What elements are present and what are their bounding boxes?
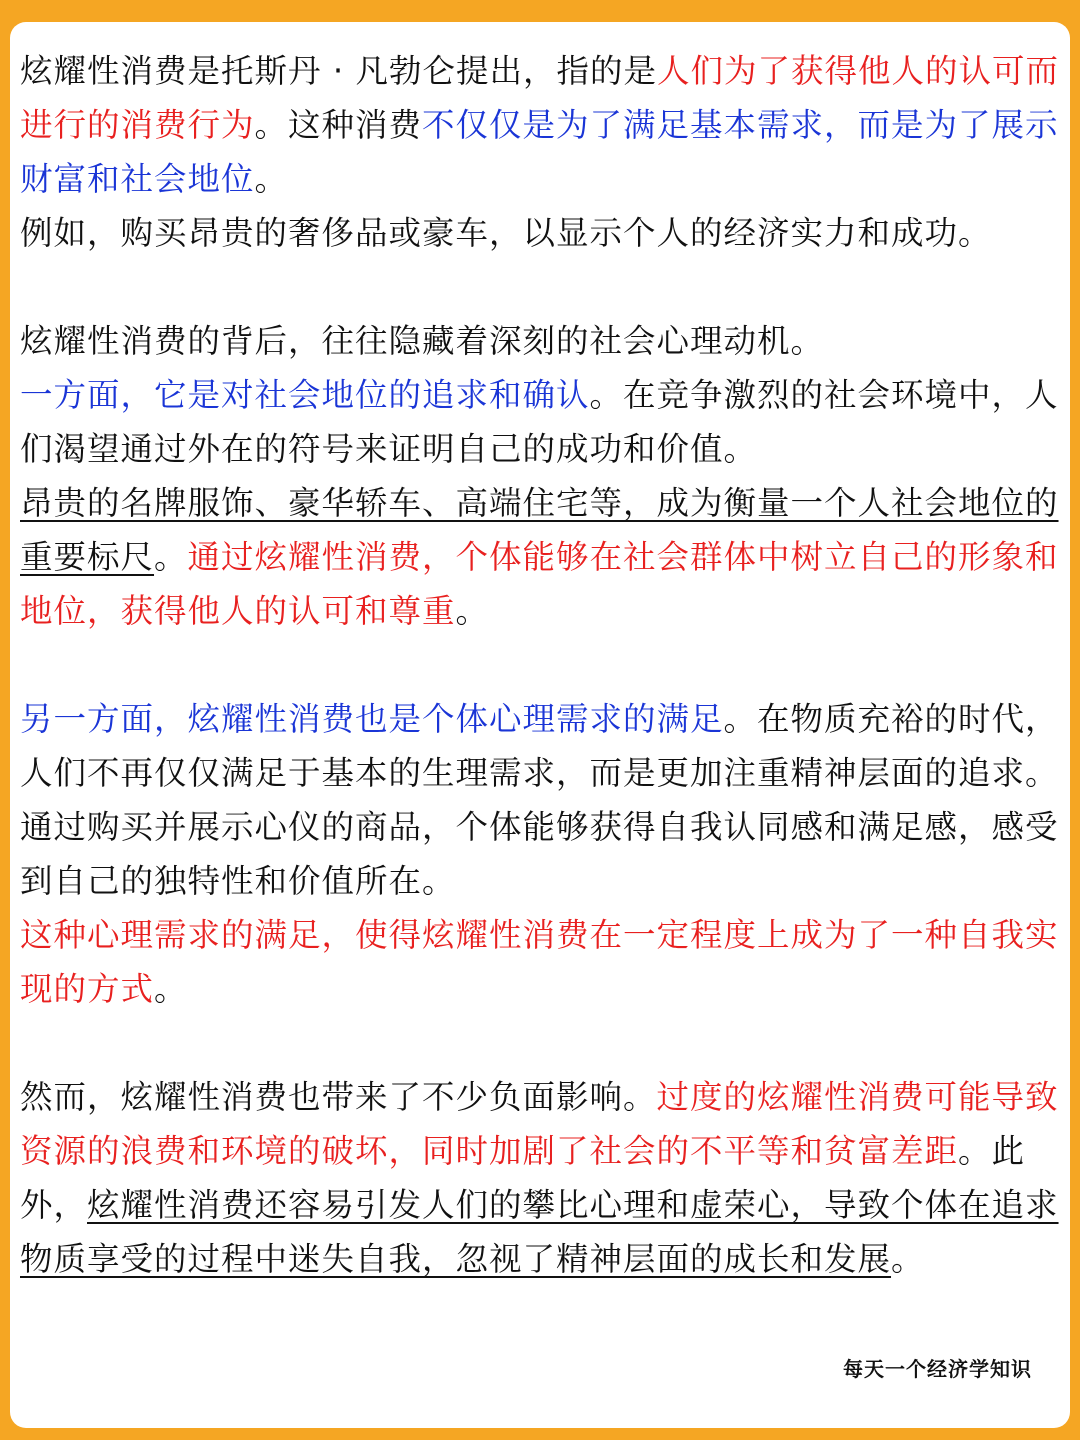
text-segment: 。在物质充裕的时代，人们不再仅仅满足于基本的生理需求，而是更加注重精神层面的追求。通过购买并展示心仪的商品，个体能够获得自我认同感和满足感，感受到自己的独特性和价值所在。 <box>20 700 1059 900</box>
article-body <box>20 44 1070 1286</box>
text-segment: 。此外， <box>20 1132 1026 1224</box>
paragraph-self-realization <box>20 908 1070 1016</box>
paragraph-status-symbols <box>20 476 1070 638</box>
highlight-blue: 一方面，它是对社会地位的追求和确认 <box>20 376 590 414</box>
text-segment: 然而，炫耀性消费也带来了不少负面影响。 <box>20 1078 657 1116</box>
watermark-label: 每天一个经济学知识 <box>843 1357 1032 1381</box>
paragraph-negative-effects <box>20 1070 1070 1286</box>
paragraph-definition <box>20 44 1070 206</box>
text-segment: 炫耀性消费是托斯丹 · 凡勃仑提出，指的是 <box>20 52 657 90</box>
highlight-red: 这种心理需求的满足，使得炫耀性消费在一定程度上成为了一种自我实现的方式 <box>20 916 1059 1008</box>
paragraph-psychological-needs <box>20 692 1070 908</box>
text-segment: 。这种消费 <box>254 106 423 144</box>
text-segment: 。 <box>455 592 490 630</box>
underlined-text: 昂贵的名牌服饰、豪华轿车、高端住宅等，成为衡量一个人社会地位的重要标尺 <box>20 484 1059 576</box>
text-segment: 。 <box>254 160 289 198</box>
spacer <box>20 260 1070 314</box>
spacer <box>20 638 1070 692</box>
highlight-red: 人们为了获得他人的认可而进行的消费行为 <box>20 52 1060 144</box>
paragraph-motivation <box>20 314 1070 368</box>
highlight-red: 通过炫耀性消费，个体能够在社会群体中树立自己的形象和地位，获得他人的认可和尊重 <box>20 538 1059 630</box>
highlight-blue: 另一方面，炫耀性消费也是个体心理需求的满足 <box>20 700 724 738</box>
highlight-red: 过度的炫耀性消费可能导致资源的浪费和环境的破坏，同时加剧了社会的不平等和贫富差距 <box>20 1078 1059 1170</box>
text-segment: 。 <box>891 1240 925 1278</box>
text-segment: 例如，购买昂贵的奢侈品或豪车，以显示个人的经济实力和成功。 <box>20 214 992 252</box>
paragraph-example <box>20 206 1070 260</box>
text-segment: 。 <box>154 538 188 576</box>
underlined-text: 炫耀性消费还容易引发人们的攀比心理和虚荣心，导致个体在追求物质享受的过程中迷失自我，忽视了精神层面的成长和发展 <box>20 1186 1059 1278</box>
spacer <box>20 1016 1070 1070</box>
text-segment: 炫耀性消费的背后，往往隐藏着深刻的社会心理动机。 <box>20 322 825 360</box>
text-segment: 。在竞争激烈的社会环境中，人们渴望通过外在的符号来证明自己的成功和价值。 <box>20 376 1059 468</box>
highlight-blue: 不仅仅是为了满足基本需求，而是为了展示财富和社会地位 <box>20 106 1059 198</box>
article-card <box>10 22 1070 1428</box>
paragraph-social-status <box>20 368 1070 476</box>
text-segment: 。 <box>154 970 188 1008</box>
